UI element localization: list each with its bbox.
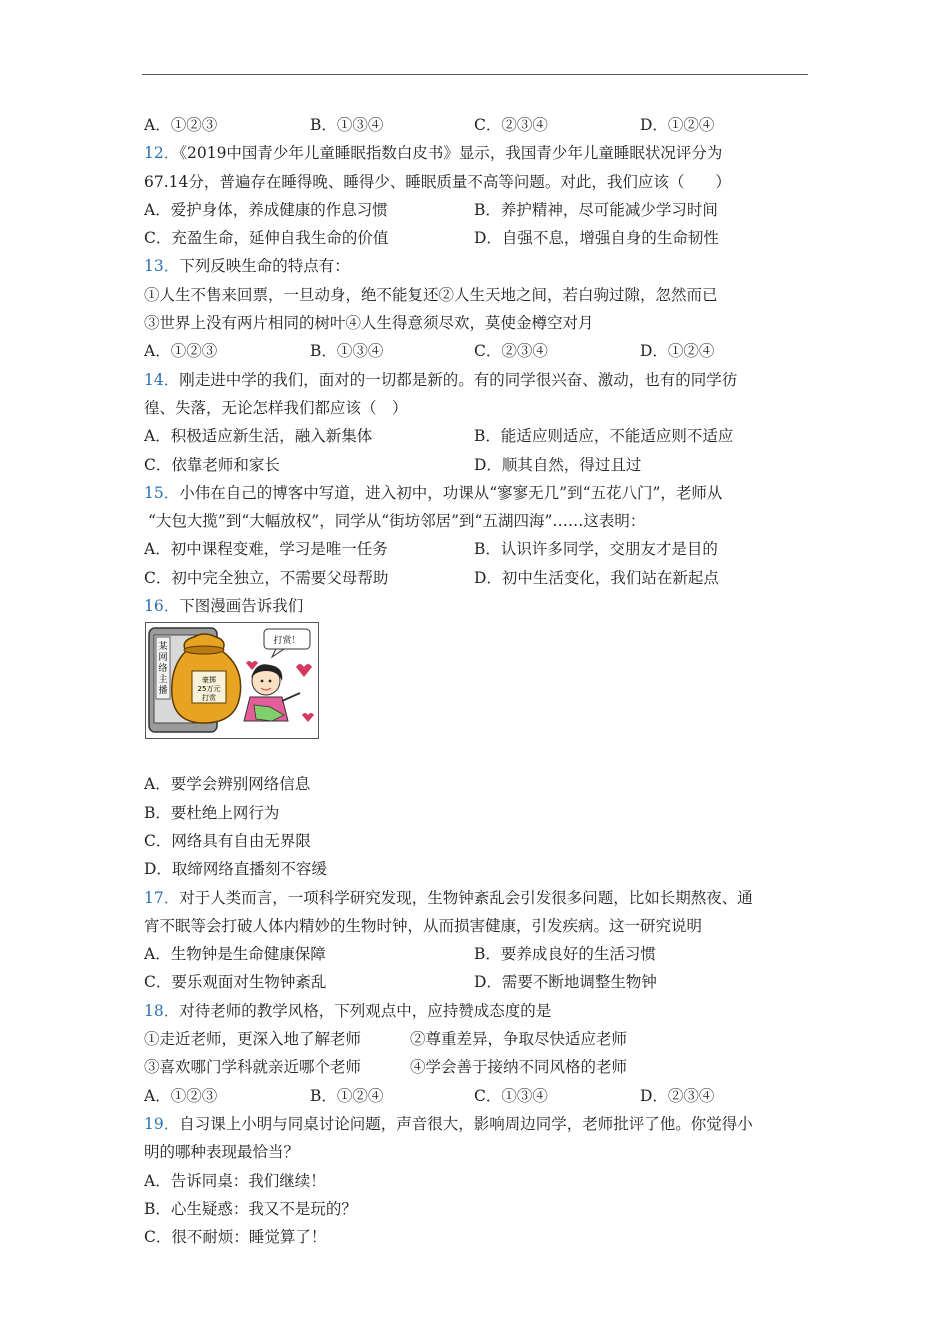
q15-stem-line1: 小伟在自己的博客中写道，进入初中，功课从“寥寥无几”到“五花八门”，老师从 xyxy=(179,483,723,502)
q13-stem-text: 下列反映生命的特点有： xyxy=(179,257,350,276)
q18-statements-row2 xyxy=(142,1053,822,1081)
q14-option-a[interactable]: A．积极适应新生活，融入新集体 xyxy=(144,427,373,446)
phone-label-char-5: 播 xyxy=(158,686,168,697)
q13-option-b[interactable]: B．①③④ xyxy=(310,342,384,361)
q18-options xyxy=(142,1082,822,1110)
q16-number: 16． xyxy=(144,597,180,616)
q14-options-row2 xyxy=(142,451,822,479)
q18-statements-row1 xyxy=(142,1025,822,1053)
q17-stem-line2: 宵不眠等会打破人体内精妙的生物时钟，从而损害健康，引发疾病。这一研究说明 xyxy=(144,916,703,935)
phone-label-char-4: 主 xyxy=(158,675,168,686)
q17-option-b[interactable]: B．要养成良好的生活习惯 xyxy=(474,945,656,964)
q18-statement-2: ②尊重差异，争取尽快适应老师 xyxy=(410,1030,628,1049)
q13-options xyxy=(142,337,822,365)
q12-options-row2 xyxy=(142,224,822,252)
q16-stem xyxy=(142,592,822,620)
q12-option-c[interactable]: C．充盈生命，延伸自我生命的价值 xyxy=(144,229,389,248)
q18-option-a[interactable]: A．①②③ xyxy=(144,1086,218,1105)
q19-option-a[interactable]: A．告诉同桌：我们继续！ xyxy=(144,1171,326,1190)
q18-option-d[interactable]: D．②③④ xyxy=(640,1086,715,1105)
q18-stem xyxy=(142,997,822,1025)
q13-statements-line1: ①人生不售来回票，一旦动身，绝不能复还②人生天地之间，若白驹过隙，忽然而已 xyxy=(144,285,718,304)
bag-label-line2: 25万元 xyxy=(197,685,221,694)
q14-stem xyxy=(142,366,822,394)
q15-options-row1 xyxy=(142,535,822,563)
q11-options xyxy=(142,111,822,139)
bag-label-line1: 豪掷 xyxy=(202,676,216,685)
q16-cartoon-image xyxy=(145,622,319,739)
q17-option-d[interactable]: D．需要不断地调整生物钟 xyxy=(474,973,657,992)
q13-option-c[interactable]: C．②③④ xyxy=(474,342,548,361)
q12-stem xyxy=(142,139,822,167)
cartoon-illustration xyxy=(146,623,318,738)
q11-option-d[interactable]: D．①②④ xyxy=(640,116,715,134)
q17-stem xyxy=(142,884,822,912)
q14-options-row1 xyxy=(142,422,822,450)
phone-label-char-1: 某 xyxy=(158,642,168,653)
q11-option-c[interactable]: C．②③④ xyxy=(474,116,548,134)
q15-stem-line2: “大包大揽”到“大幅放权”，同学从“街坊邻居”到“五湖四海”……这表明： xyxy=(148,512,646,531)
q14-option-b[interactable]: B．能适应则适应，不能适应则不适应 xyxy=(474,427,734,446)
q11-option-a[interactable]: A．①②③ xyxy=(144,116,218,134)
q14-stem-line1: 刚走进中学的我们，面对的一切都是新的。有的同学很兴奋、激动，也有的同学彷 xyxy=(179,370,738,389)
q19-number: 19． xyxy=(144,1114,180,1133)
q15-option-c[interactable]: C．初中完全独立，不需要父母帮助 xyxy=(144,568,389,587)
q17-stem-line1: 对于人类而言，一项科学研究发现，生物钟紊乱会引发很多问题，比如长期熬夜、通 xyxy=(179,888,753,907)
q18-statement-3: ③喜欢哪门学科就亲近哪个老师 xyxy=(144,1058,362,1077)
q16-option-b[interactable]: B．要杜绝上网行为 xyxy=(144,803,280,822)
q15-number: 15． xyxy=(144,483,180,502)
q13-number: 13． xyxy=(144,257,180,276)
q14-stem-line2: 徨、失落，无论怎样我们都应该（ ） xyxy=(144,398,408,417)
q12-option-d[interactable]: D．自强不息，增强自身的生命韧性 xyxy=(474,229,719,248)
q14-option-d[interactable]: D．顺其自然，得过且过 xyxy=(474,455,642,474)
header-rule xyxy=(142,74,808,75)
q16-option-d[interactable]: D．取缔网络直播刻不容缓 xyxy=(144,860,327,879)
phone-label-char-2: 网 xyxy=(158,653,168,664)
q13-option-d[interactable]: D．①②④ xyxy=(640,342,715,361)
q13-stem xyxy=(142,252,822,280)
q15-stem xyxy=(142,479,822,507)
q12-options-row1 xyxy=(142,196,822,224)
q15-option-a[interactable]: A．初中课程变难，学习是唯一任务 xyxy=(144,540,388,559)
q19-stem-line1: 自习课上小明与同桌讨论问题，声音很大，影响周边同学，老师批评了他。你觉得小 xyxy=(179,1114,753,1133)
q15-option-d[interactable]: D．初中生活变化，我们站在新起点 xyxy=(474,568,719,587)
q11-option-b[interactable]: B．①③④ xyxy=(310,116,384,134)
bag-label-line3: 打赏 xyxy=(202,694,216,703)
q17-options-row2 xyxy=(142,968,822,996)
q12-number: 12． xyxy=(144,144,180,163)
q16-stem-text: 下图漫画告诉我们 xyxy=(179,597,304,616)
q12-stem-line2: 67.14分，普遍存在睡得晚、睡得少、睡眠质量不高等问题。对此，我们应该（ ） xyxy=(144,172,731,191)
q14-number: 14． xyxy=(144,370,180,389)
q13-option-a[interactable]: A．①②③ xyxy=(144,342,218,361)
q17-option-a[interactable]: A．生物钟是生命健康保障 xyxy=(144,945,326,964)
q19-option-c[interactable]: C．很不耐烦：睡觉算了！ xyxy=(144,1228,327,1247)
q18-option-b[interactable]: B．①②④ xyxy=(310,1086,384,1105)
q18-statement-4: ④学会善于接纳不同风格的老师 xyxy=(410,1058,628,1077)
q12-stem-line1: 《2019中国青少年儿童睡眠指数白皮书》显示，我国青少年儿童睡眠状况评分为 xyxy=(179,144,723,163)
q15-options-row2 xyxy=(142,564,822,592)
q17-options-row1 xyxy=(142,940,822,968)
q19-option-b[interactable]: B．心生疑惑：我又不是玩的？ xyxy=(144,1199,357,1218)
speech-bubble-text: 打赏！ xyxy=(273,636,301,647)
q19-stem xyxy=(142,1110,822,1138)
q18-option-c[interactable]: C．①③④ xyxy=(474,1086,548,1105)
q13-statements-line2: ③世界上没有两片相同的树叶④人生得意须尽欢，莫使金樽空对月 xyxy=(144,314,594,333)
q17-option-c[interactable]: C．要乐观面对生物钟紊乱 xyxy=(144,973,327,992)
q18-statement-1: ①走近老师，更深入地了解老师 xyxy=(144,1030,362,1049)
q17-number: 17． xyxy=(144,888,180,907)
q16-option-a[interactable]: A．要学会辨别网络信息 xyxy=(144,775,311,794)
q18-number: 18． xyxy=(144,1001,180,1020)
q12-option-b[interactable]: B．养护精神，尽可能减少学习时间 xyxy=(474,200,718,219)
q16-option-c[interactable]: C．网络具有自由无界限 xyxy=(144,831,311,850)
question-content xyxy=(142,111,822,1251)
q18-stem-text: 对待老师的教学风格，下列观点中，应持赞成态度的是 xyxy=(179,1001,552,1020)
q12-option-a[interactable]: A．爱护身体，养成健康的作息习惯 xyxy=(144,200,388,219)
q14-option-c[interactable]: C．依靠老师和家长 xyxy=(144,455,280,474)
q15-option-b[interactable]: B．认识许多同学，交朋友才是目的 xyxy=(474,540,718,559)
q19-stem-line2: 明的哪种表现最恰当？ xyxy=(144,1143,300,1162)
phone-label-char-3: 络 xyxy=(158,664,168,675)
